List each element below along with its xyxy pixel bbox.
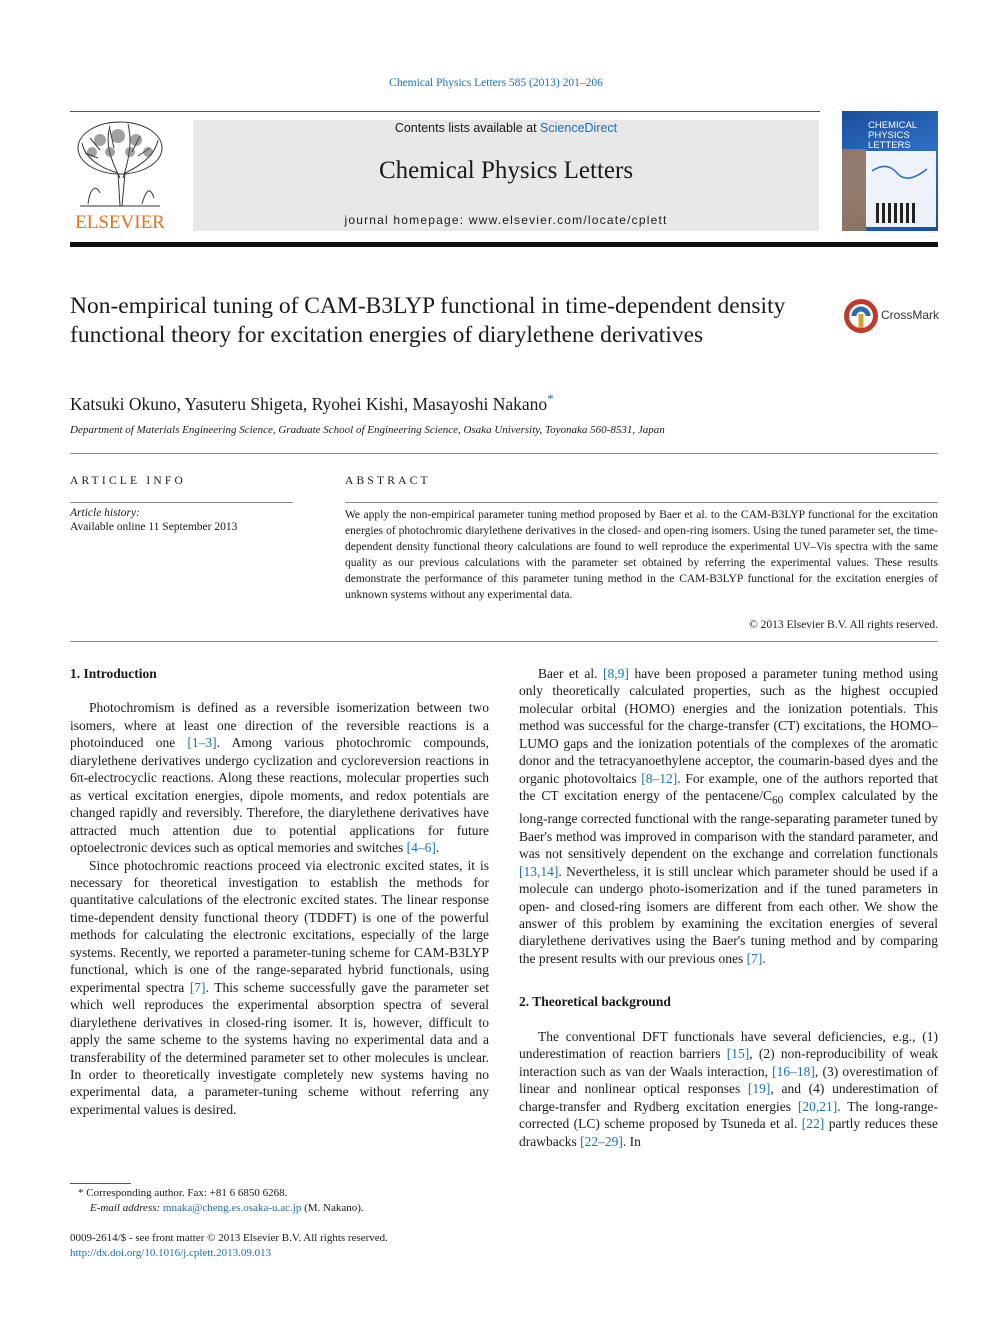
citation-link[interactable]: [13,14]	[519, 863, 559, 879]
crossmark-icon	[843, 298, 879, 334]
citation-link[interactable]: [15]	[726, 1046, 750, 1062]
abstract-copyright: © 2013 Elsevier B.V. All rights reserved.	[749, 619, 938, 631]
authors-text: Katsuki Okuno, Yasuteru Shigeta, Ryohei Kishi, Masayoshi Nakano	[70, 393, 548, 414]
crossmark-label: CrossMark	[881, 308, 940, 322]
paragraph-4: The conventional DFT functionals have several deficiencies, e.g., (1) underestimation of reaction barriers [15], (2) non-reproducibility of weak interaction such as van der Waals interaction, [16–18], (3) overestimation of linear and nonlinear optical responses [19], and (4) underestimation of charge-transfer and Rydberg excitation energies [20,21]. The long-range-corrected (LC) scheme proposed by Tsuneda et al. [22] partly reduces these drawbacks [22–29]. In	[519, 1028, 939, 1149]
citation-link[interactable]: [22]	[801, 1116, 825, 1132]
issn-line: 0009-2614/$ - see front matter © 2013 Elsevier B.V. All rights reserved.	[70, 1232, 388, 1244]
corresponding-author-mark[interactable]: *	[547, 391, 554, 406]
doi-link[interactable]: http://dx.doi.org/10.1016/j.cplett.2013.09.013	[70, 1246, 272, 1259]
header-thick-rule	[70, 242, 938, 247]
cover-graphic-icon	[842, 111, 938, 231]
crossmark-badge[interactable]	[843, 298, 943, 334]
article-info-heading: ARTICLE INFO	[70, 475, 186, 487]
article-history-label: Article history:	[70, 507, 140, 519]
journal-cover-image	[842, 111, 938, 231]
bottom-meta	[70, 1231, 489, 1260]
article-title: Non-empirical tuning of CAM-B3LYP functional in time-dependent density functional theory for excitation energies of diarylethene derivatives	[70, 293, 786, 348]
author-list	[70, 391, 554, 415]
article-info-rule	[70, 502, 293, 503]
citation-link[interactable]: [7]	[746, 950, 763, 966]
footnote-mark: *	[78, 1187, 84, 1199]
elsevier-wordmark: ELSEVIER	[75, 212, 165, 231]
citation-link[interactable]: [8–12]	[641, 770, 678, 786]
author-email-link[interactable]: mnaka@cheng.es.osaka-u.ac.jp	[162, 1202, 302, 1214]
citation-link[interactable]: [16–18]	[772, 1063, 815, 1079]
journal-homepage[interactable]: journal homepage: www.elsevier.com/locate/cplett	[344, 213, 668, 227]
header-rule	[70, 111, 820, 112]
footnote-rule	[70, 1183, 131, 1184]
contents-line	[193, 121, 819, 135]
body-rule	[70, 641, 938, 642]
abstract-text: We apply the non-empirical parameter tuning method proposed by Baer et al. to the CAM-B3LYP functional for the excitation energies of photochromic diarylethene derivatives in the closed- and open-ring isomers. Using the tuned parameter set, the time-dependent density functional theory calculations are found to well reproduce the experimental UV–Vis spectra with the same quality as our previous calculations with the parameter set obtained by referring the experimental values. These results demonstrate the performance of this parameter tuning method in the CAM-B3LYP functional for the excitation energies of unknown systems without any experimental data.	[345, 509, 938, 601]
citation-link[interactable]: [22–29]	[580, 1133, 623, 1149]
citation-link[interactable]: [4–6]	[406, 840, 436, 856]
affiliation: Department of Materials Engineering Science, Graduate School of Engineering Science, Osaka University, Toyonaka 560-8531, Japan	[70, 424, 665, 436]
affiliation-rule	[70, 453, 938, 454]
paragraph-2: Since photochromic reactions proceed via electronic excited states, it is necessary for theoretical investigation to establish the methods for quantitative calculations of the electronic excited states. The linear response time-dependent density functional theory (TDDFT) is one of the powerful methods for calculating the electronic excitations, especially of the large systems. Recently, we reported a parameter-tuning scheme for CAM-B3LYP functional, which is one of the range-separated hybrid functionals, using experimental spectra [7]. This scheme successfully gave the parameter set which well reproduces the experimental absorption spectra of several diarylethene derivatives in closed-ring isomer. It is, however, difficult to apply the same scheme to the systems having no experimental data and a transferability of the determined parameter set to other molecules is unclear. In order to theoretically investigate completely new systems having no experimental data, a parameter-tuning scheme without referring any experimental values is desired.	[70, 857, 489, 1117]
journal-reference[interactable]: Chemical Physics Letters 585 (2013) 201–206	[389, 77, 603, 89]
tree-logo-icon	[70, 118, 170, 231]
journal-name: Chemical Physics Letters	[378, 157, 634, 184]
paragraph-3: Baer et al. [8,9] have been proposed a parameter tuning method using only theoretically calculated properties, such as the highest occupied molecular orbital (HOMO) energies and the ionization potentials. This method was successful for the charge-transfer (CT) excitations, the HOMO–LUMO gaps and the ionization potentials of the complexes of the aromatic donor and the tetracyanoethylene acceptor, the coumarin-based dyes and the organic photovoltaics [8–12]. For example, one of the authors reported that the CT excitation energy of the pentacene/$C_{60}$ complex calculated by the long-range corrected functional with the range-separating parameter tuned by Baer's method was improved in comparison with the standard parameter, and was not sensitively dependent on the exchange and correlation functionals [13,14]. Nevertheless, it is still unclear which parameter should be used if a molecule can undergo photo-isomerization and if the tuned parameters in open- and closed-ring isomers are different from each other. We show the answer of this problem by examining the excitation energies of several diarylethene derivatives using the Baer's tuning method and by comparing the present results with our previous ones [7].	[519, 666, 938, 966]
citation-link[interactable]: [8,9]	[603, 666, 629, 681]
abstract-heading: ABSTRACT	[345, 475, 431, 487]
cover-title: CHEMICAL PHYSICS LETTERS	[868, 120, 918, 151]
citation-link[interactable]: [20,21]	[797, 1098, 838, 1114]
sciencedirect-link[interactable]: ScienceDirect	[540, 121, 618, 135]
elsevier-logo	[70, 118, 170, 231]
section-1-title: 1. Introduction	[70, 666, 157, 681]
footnote: * Corresponding author. Fax: +81 6 6850 6268. E-mail address: mnaka@cheng.es.osaka-u.ac.jp (M. Nakano).	[78, 1187, 364, 1214]
corresponding-author-note: Corresponding author. Fax: +81 6 6850 6268.	[83, 1187, 288, 1199]
paragraph-1: Photochromism is defined as a reversible isomerization between two isomers, where at least one direction of the reversible reactions is a photoinduced one [1–3]. Among various photochromic compounds, diarylethene derivatives undergo cyclization and cycloreversion reactions in 6π-electrocyclic reactions. Along these reactions, molecular properties such as vertical excitation energies, dipole moments, and redox potentials are changed rapidly and reversibly. Therefore, the diarylethene derivatives have attracted much attention due to potential applications for future optoelectronic devices such as optical memories and switches [4–6].	[70, 700, 489, 856]
body-column-left	[70, 665, 489, 1118]
citation-link[interactable]: [19]	[747, 1081, 771, 1097]
email-label: E-mail address:	[90, 1202, 163, 1214]
article-history-value: Available online 11 September 2013	[70, 521, 238, 533]
contents-prefix: Contents lists available at	[394, 121, 541, 135]
body-column-right	[519, 665, 938, 1150]
section-2-title: 2. Theoretical background	[519, 994, 671, 1010]
citation-link[interactable]: [1–3]	[187, 735, 217, 751]
citation-link[interactable]: [7]	[189, 979, 206, 995]
abstract-rule	[345, 502, 938, 503]
